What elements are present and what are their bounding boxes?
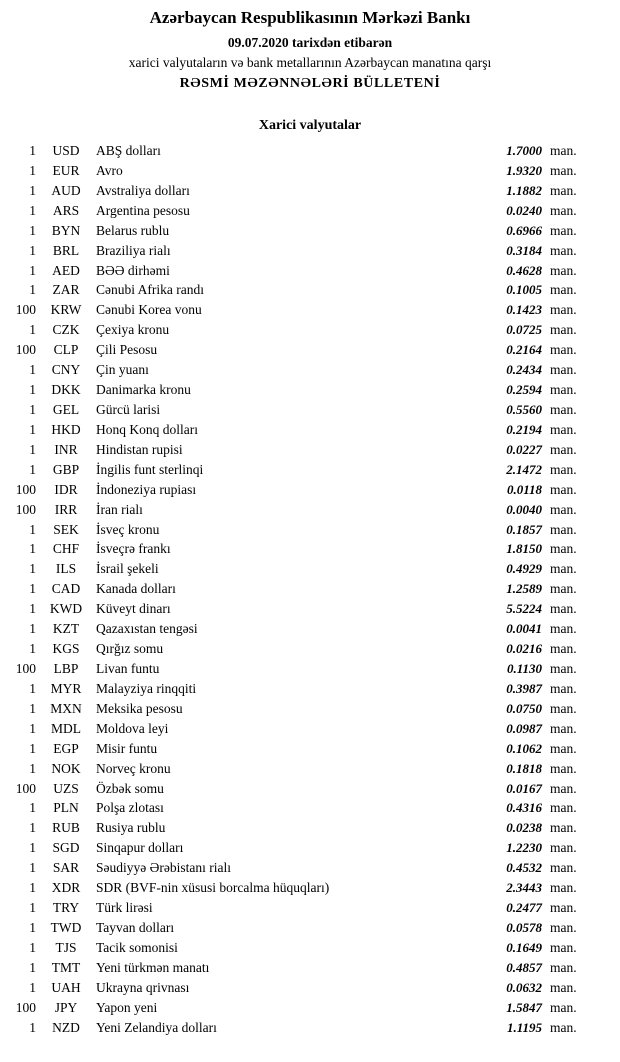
unit-label-cell: man. [550, 561, 577, 577]
currency-name-cell: İsrail şekeli [96, 561, 159, 577]
rate-value-cell: 0.0578 [506, 919, 542, 935]
unit-label-cell: man. [550, 322, 577, 338]
rate-value-cell: 0.3184 [506, 242, 542, 258]
rate-value-cell: 0.0041 [506, 621, 542, 637]
currency-name-cell: Meksika pesosu [96, 700, 183, 716]
unit-label-cell: man. [550, 521, 577, 537]
quantity-cell: 1 [29, 182, 36, 198]
currency-code-cell: ILS [55, 561, 77, 577]
quantity-cell: 1 [29, 362, 36, 378]
currency-code-cell: NZD [52, 1019, 80, 1035]
unit-label-cell: man. [550, 979, 577, 995]
currency-code-cell: HKD [51, 421, 81, 437]
currency-name-cell: Tayvan dolları [96, 919, 175, 935]
table-row [0, 679, 620, 699]
unit-label-cell: man. [550, 919, 577, 935]
currency-name-cell: Danimarka kronu [96, 382, 191, 398]
rate-value-cell: 2.3443 [506, 880, 542, 896]
currency-name-cell: Hindistan rupisi [96, 441, 183, 457]
table-row [0, 798, 620, 818]
table-row [0, 300, 620, 320]
unit-label-cell: man. [550, 302, 577, 318]
rate-value-cell: 1.7000 [506, 143, 542, 158]
quantity-cell: 100 [15, 342, 36, 358]
table-row [0, 420, 620, 440]
rate-value-cell: 0.1062 [506, 740, 542, 756]
rate-value-cell: 0.3987 [506, 680, 542, 696]
currency-name-cell: Gürcü larisi [96, 401, 161, 417]
currency-code-cell: MYR [50, 680, 82, 696]
rate-value-cell: 1.8150 [506, 541, 542, 557]
quantity-cell: 100 [15, 302, 36, 318]
table-row [0, 400, 620, 420]
currency-name-cell: Ukrayna qrivnası [96, 979, 190, 995]
table-row [0, 599, 620, 619]
table-row [0, 1018, 620, 1038]
currency-code-cell: TJS [55, 939, 77, 955]
rate-value-cell: 0.2164 [506, 342, 542, 358]
rate-value-cell: 0.5560 [506, 401, 542, 417]
rates-table [0, 141, 620, 1037]
currency-code-cell: SEK [53, 521, 79, 537]
currency-code-cell: CZK [52, 322, 80, 338]
quantity-cell: 1 [29, 900, 36, 916]
currency-name-cell: İsveç kronu [96, 521, 160, 537]
unit-label-cell: man. [550, 501, 577, 517]
currency-name-cell: Cənubi Korea vonu [96, 302, 202, 318]
unit-label-cell: man. [550, 959, 577, 975]
table-row [0, 261, 620, 281]
quantity-cell: 1 [29, 242, 36, 258]
unit-label-cell: man. [550, 680, 577, 696]
unit-label-cell: man. [550, 999, 577, 1015]
rate-value-cell: 0.0227 [506, 441, 542, 457]
currency-code-cell: MXN [50, 700, 82, 716]
section-title-foreign-currencies: Xarici valyutalar [258, 118, 362, 133]
currency-code-cell: AUD [51, 182, 81, 198]
quantity-cell: 1 [29, 1019, 36, 1035]
currency-name-cell: İndoneziya rupiası [96, 481, 197, 497]
unit-label-cell: man. [550, 481, 577, 497]
unit-label-cell: man. [550, 441, 577, 457]
currency-name-cell: Honq Konq dolları [96, 421, 198, 437]
currency-name-cell: Qazaxıstan tengəsi [96, 621, 198, 637]
table-row [0, 938, 620, 958]
rate-value-cell: 0.1005 [506, 282, 542, 298]
table-row [0, 579, 620, 599]
table-row [0, 221, 620, 241]
table-row [0, 201, 620, 221]
unit-label-cell: man. [550, 202, 577, 218]
rate-value-cell: 1.2589 [506, 581, 542, 597]
rate-value-cell: 0.4929 [506, 561, 542, 577]
quantity-cell: 1 [29, 202, 36, 218]
currency-name-cell: Avro [96, 162, 123, 178]
table-row [0, 838, 620, 858]
quantity-cell: 1 [29, 222, 36, 238]
quantity-cell: 1 [29, 621, 36, 637]
table-row [0, 898, 620, 918]
quantity-cell: 1 [29, 521, 36, 537]
unit-label-cell: man. [550, 222, 577, 238]
rate-value-cell: 0.0167 [506, 780, 542, 796]
currency-name-cell: Argentina pesosu [96, 202, 190, 218]
rate-value-cell: 2.1472 [506, 461, 542, 477]
unit-label-cell: man. [550, 143, 577, 158]
quantity-cell: 1 [29, 441, 36, 457]
currency-name-cell: Misir funtu [96, 740, 158, 756]
table-row [0, 440, 620, 460]
quantity-cell: 1 [29, 880, 36, 896]
rate-value-cell: 0.6966 [506, 222, 542, 238]
rate-value-cell: 1.9320 [506, 162, 542, 178]
quantity-cell: 1 [29, 740, 36, 756]
quantity-cell: 1 [29, 282, 36, 298]
table-row [0, 320, 620, 340]
unit-label-cell: man. [550, 840, 577, 856]
effective-date-line: 09.07.2020 tarixdən etibarən [227, 35, 393, 50]
currency-name-cell: Kanada dolları [96, 581, 176, 597]
currency-name-cell: ABŞ dolları [96, 143, 161, 158]
quantity-cell: 1 [29, 641, 36, 657]
bulletin-subtitle: xarici valyutaların və bank metallarının Azərbaycan manatına qarşı [128, 55, 492, 70]
currency-name-cell: Cənubi Afrika randı [96, 282, 204, 298]
table-row [0, 958, 620, 978]
currency-code-cell: DKK [51, 382, 81, 398]
currency-code-cell: CAD [51, 581, 81, 597]
currency-code-cell: EGP [53, 740, 79, 756]
rate-value-cell: 0.2594 [506, 382, 542, 398]
rate-value-cell: 0.4316 [506, 800, 542, 816]
rate-value-cell: 0.0750 [506, 700, 542, 716]
unit-label-cell: man. [550, 860, 577, 876]
quantity-cell: 1 [29, 581, 36, 597]
rate-value-cell: 1.1195 [506, 1019, 542, 1035]
unit-label-cell: man. [550, 641, 577, 657]
rate-value-cell: 0.1818 [506, 760, 542, 776]
table-row [0, 181, 620, 201]
unit-label-cell: man. [550, 820, 577, 836]
currency-code-cell: GEL [52, 401, 80, 417]
bulletin-header [0, 8, 620, 92]
currency-code-cell: LBP [53, 660, 79, 676]
table-row [0, 978, 620, 998]
currency-code-cell: KZT [52, 621, 80, 637]
table-row [0, 141, 620, 161]
quantity-cell: 1 [29, 860, 36, 876]
quantity-cell: 1 [29, 262, 36, 278]
quantity-cell: 1 [29, 401, 36, 417]
currency-code-cell: IDR [54, 481, 78, 497]
currency-name-cell: Polşa zlotası [96, 800, 164, 816]
quantity-cell: 100 [15, 501, 36, 517]
unit-label-cell: man. [550, 541, 577, 557]
currency-code-cell: MDL [51, 720, 81, 736]
rate-value-cell: 0.1649 [506, 939, 542, 955]
currency-name-cell: Yeni türkmən manatı [96, 959, 210, 975]
rate-value-cell: 0.2477 [506, 900, 542, 916]
currency-name-cell: Özbək somu [96, 780, 164, 796]
currency-name-cell: Sinqapur dolları [96, 840, 184, 856]
currency-name-cell: Səudiyyə Ərəbistanı rialı [96, 860, 231, 876]
table-row [0, 161, 620, 181]
unit-label-cell: man. [550, 581, 577, 597]
rate-value-cell: 0.2434 [506, 362, 542, 378]
unit-label-cell: man. [550, 401, 577, 417]
quantity-cell: 1 [29, 720, 36, 736]
currency-name-cell: Avstraliya dolları [96, 182, 190, 198]
table-row [0, 699, 620, 719]
currency-name-cell: Norveç kronu [96, 760, 171, 776]
rate-value-cell: 0.0725 [506, 322, 542, 338]
table-row [0, 241, 620, 261]
table-row [0, 818, 620, 838]
bank-title: Azərbaycan Respublikasının Mərkəzi Bankı [149, 8, 471, 27]
rate-value-cell: 0.0240 [506, 202, 542, 218]
currency-code-cell: BRL [52, 242, 80, 258]
quantity-cell: 1 [29, 800, 36, 816]
currency-name-cell: Rusiya rublu [96, 820, 166, 836]
quantity-cell: 1 [29, 601, 36, 617]
table-row [0, 639, 620, 659]
currency-name-cell: İran rialı [96, 501, 143, 517]
currency-code-cell: AED [52, 262, 80, 278]
table-row [0, 500, 620, 520]
rate-value-cell: 0.0632 [506, 979, 542, 995]
quantity-cell: 1 [29, 162, 36, 178]
currency-code-cell: GBP [52, 461, 80, 477]
quantity-cell: 1 [29, 421, 36, 437]
currency-code-cell: RUB [52, 820, 80, 836]
rate-value-cell: 0.0118 [506, 481, 542, 497]
table-row [0, 998, 620, 1018]
quantity-cell: 1 [29, 680, 36, 696]
currency-code-cell: UZS [53, 780, 79, 796]
currency-name-cell: Çin yuanı [96, 362, 149, 378]
currency-code-cell: SAR [52, 860, 80, 876]
currency-code-cell: XDR [51, 880, 81, 896]
rate-value-cell: 0.0216 [506, 641, 542, 657]
currency-code-cell: ZAR [52, 282, 80, 298]
unit-label-cell: man. [550, 880, 577, 896]
unit-label-cell: man. [550, 282, 577, 298]
unit-label-cell: man. [550, 362, 577, 378]
unit-label-cell: man. [550, 621, 577, 637]
unit-label-cell: man. [550, 780, 577, 796]
unit-label-cell: man. [550, 700, 577, 716]
currency-code-cell: SGD [52, 840, 80, 856]
currency-code-cell: CLP [53, 342, 79, 358]
unit-label-cell: man. [550, 720, 577, 736]
table-row [0, 918, 620, 938]
currency-code-cell: KWD [49, 601, 83, 617]
currency-code-cell: TWD [50, 919, 82, 935]
currency-name-cell: Malayziya rinqqiti [96, 680, 197, 696]
unit-label-cell: man. [550, 382, 577, 398]
table-row [0, 739, 620, 759]
quantity-cell: 100 [15, 660, 36, 676]
currency-name-cell: Belarus rublu [96, 222, 170, 238]
quantity-cell: 1 [29, 939, 36, 955]
quantity-cell: 1 [29, 760, 36, 776]
unit-label-cell: man. [550, 601, 577, 617]
table-row [0, 340, 620, 360]
currency-code-cell: TMT [51, 959, 81, 975]
unit-label-cell: man. [550, 421, 577, 437]
table-row [0, 520, 620, 540]
quantity-cell: 1 [29, 840, 36, 856]
currency-code-cell: TRY [52, 900, 80, 916]
quantity-cell: 100 [15, 999, 36, 1015]
currency-code-cell: CHF [52, 541, 80, 557]
unit-label-cell: man. [550, 760, 577, 776]
quantity-cell: 1 [29, 919, 36, 935]
quantity-cell: 1 [29, 820, 36, 836]
unit-label-cell: man. [550, 342, 577, 358]
table-row [0, 480, 620, 500]
quantity-cell: 1 [29, 143, 36, 158]
currency-name-cell: Braziliya rialı [96, 242, 171, 258]
currency-name-cell: BƏƏ dirhəmi [96, 262, 170, 278]
currency-name-cell: İngilis funt sterlinqi [96, 461, 204, 477]
currency-code-cell: BYN [51, 222, 81, 238]
currency-name-cell: Yapon yeni [96, 999, 158, 1015]
table-row [0, 878, 620, 898]
quantity-cell: 100 [15, 780, 36, 796]
currency-name-cell: Qırğız somu [96, 641, 164, 657]
table-row [0, 280, 620, 300]
currency-code-cell: USD [52, 143, 80, 158]
rate-value-cell: 0.4628 [506, 262, 542, 278]
quantity-cell: 1 [29, 322, 36, 338]
rate-value-cell: 1.2230 [506, 840, 542, 856]
quantity-cell: 1 [29, 979, 36, 995]
table-row [0, 460, 620, 480]
rate-value-cell: 0.1130 [506, 660, 542, 676]
currency-name-cell: Küveyt dinarı [96, 601, 171, 617]
quantity-cell: 1 [29, 382, 36, 398]
unit-label-cell: man. [550, 939, 577, 955]
unit-label-cell: man. [550, 461, 577, 477]
currency-code-cell: PLN [53, 800, 79, 816]
quantity-cell: 1 [29, 959, 36, 975]
currency-code-cell: NOK [51, 760, 81, 776]
bulletin-title: RƏSMİ MƏZƏNNƏLƏRİ BÜLLETENİ [179, 76, 441, 91]
rate-value-cell: 1.5847 [506, 999, 542, 1015]
quantity-cell: 1 [29, 700, 36, 716]
unit-label-cell: man. [550, 740, 577, 756]
table-row [0, 380, 620, 400]
currency-code-cell: IRR [54, 501, 78, 517]
currency-name-cell: Livan funtu [96, 660, 160, 676]
currency-code-cell: UAH [51, 979, 81, 995]
table-row [0, 659, 620, 679]
currency-name-cell: Yeni Zelandiya dolları [96, 1019, 217, 1035]
quantity-cell: 100 [15, 481, 36, 497]
rate-value-cell: 0.0040 [506, 501, 542, 517]
table-row [0, 360, 620, 380]
currency-name-cell: İsveçrə frankı [96, 541, 171, 557]
currency-code-cell: CNY [51, 362, 81, 378]
currency-code-cell: JPY [54, 999, 78, 1015]
rate-value-cell: 5.5224 [506, 601, 542, 617]
table-row [0, 759, 620, 779]
currency-name-cell: Moldova leyi [96, 720, 169, 736]
currency-name-cell: Çexiya kronu [96, 322, 170, 338]
currency-code-cell: EUR [52, 162, 80, 178]
table-row [0, 858, 620, 878]
rate-value-cell: 1.1882 [506, 182, 542, 198]
unit-label-cell: man. [550, 162, 577, 178]
rate-value-cell: 0.2194 [506, 421, 542, 437]
unit-label-cell: man. [550, 182, 577, 198]
currency-name-cell: Türk lirəsi [96, 900, 153, 916]
unit-label-cell: man. [550, 900, 577, 916]
quantity-cell: 1 [29, 461, 36, 477]
quantity-cell: 1 [29, 561, 36, 577]
currency-code-cell: INR [54, 441, 78, 457]
rate-value-cell: 0.4857 [506, 959, 542, 975]
rate-value-cell: 0.0987 [506, 720, 542, 736]
currency-name-cell: SDR (BVF-nin xüsusi borcalma hüquqları) [96, 880, 330, 896]
currency-name-cell: Çili Pesosu [96, 342, 158, 358]
table-row [0, 539, 620, 559]
table-row [0, 619, 620, 639]
currency-code-cell: KRW [50, 302, 82, 318]
rate-value-cell: 0.1423 [506, 302, 542, 318]
currency-name-cell: Tacik somonisi [96, 939, 178, 955]
rate-value-cell: 0.0238 [506, 820, 542, 836]
table-row [0, 719, 620, 739]
table-row [0, 779, 620, 799]
rate-value-cell: 0.4532 [506, 860, 542, 876]
unit-label-cell: man. [550, 262, 577, 278]
currency-code-cell: ARS [52, 202, 80, 218]
unit-label-cell: man. [550, 242, 577, 258]
table-row [0, 559, 620, 579]
quantity-cell: 1 [29, 541, 36, 557]
rate-value-cell: 0.1857 [506, 521, 542, 537]
unit-label-cell: man. [550, 1019, 577, 1035]
unit-label-cell: man. [550, 800, 577, 816]
currency-code-cell: KGS [52, 641, 80, 657]
unit-label-cell: man. [550, 660, 577, 676]
